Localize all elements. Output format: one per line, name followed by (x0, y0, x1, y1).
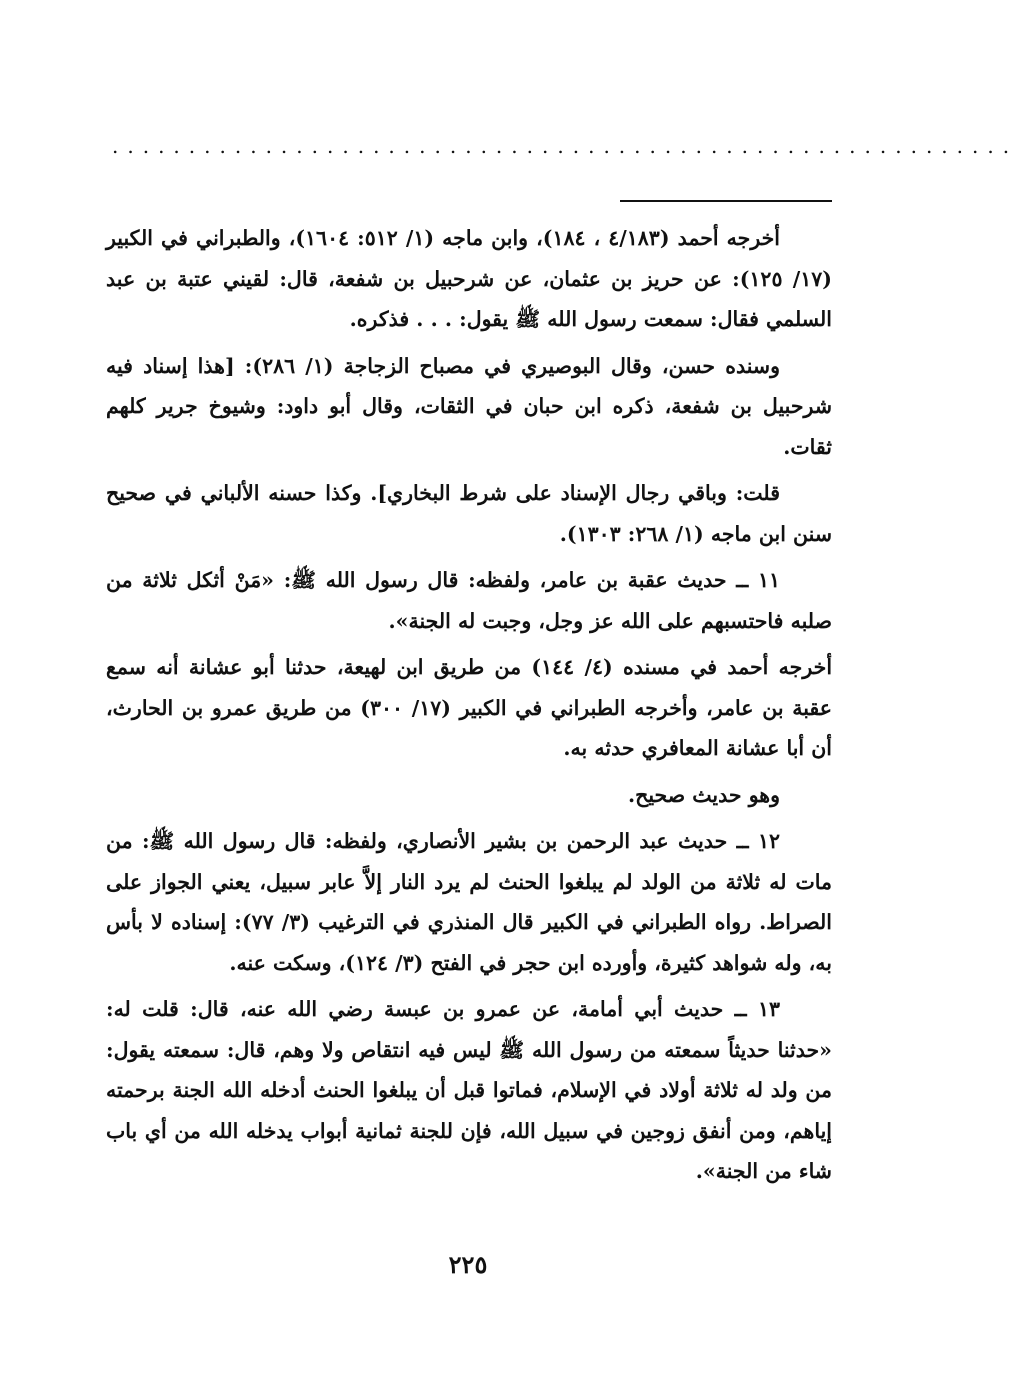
footnote-rule (620, 200, 832, 202)
footnote-text (106, 218, 832, 1198)
paragraph-hadith-11: ١١ ــ حديث عقبة بن عامر، ولفظه: قال رسول الله ﷺ: «مَنْ أثكل ثلاثة من صلبه فاحتسبهم على الله عز وجل، وجبت له الجنة». (106, 568, 832, 633)
paragraph-takhrij-11: أخرجه أحمد في مسنده (٤/ ١٤٤) من طريق ابن لهيعة، حدثنا أبو عشانة أنه سمع عقبة بن عامر، وأخرجه الطبراني في الكبير (١٧/ ٣٠٠) من طريق عمرو بن الحارث، أن أبا عشانة المعافري حدثه به. (106, 655, 833, 760)
dotted-separator: ........................................................... (112, 134, 1018, 158)
paragraph-hadith-12: ١٢ ــ حديث عبد الرحمن بن بشير الأنصاري، ولفظه: قال رسول الله ﷺ: من مات له ثلاثة من الولد لم يبلغوا الحنث لم يرد النار إلاَّ عابر سبيل، يعني الجواز على الصراط. رواه الطبراني في الكبير قال المنذري في الترغيب (٣/ ٧٧): إسناده لا بأس به، وله شواهد كثيرة، وأورده ابن حجر في الفتح (٣/ ١٢٤)، وسكت عنه. (106, 829, 832, 975)
paragraph-qultu: قلت: وباقي رجال الإسناد على شرط البخاري]. وكذا حسنه الألباني في صحيح سنن ابن ماجه (١/ ٢٦٨: ١٣٠٣). (106, 481, 832, 546)
paragraph-isnad-hasan: وسنده حسن، وقال البوصيري في مصباح الزجاجة (١/ ٢٨٦): [هذا إسناد فيه شرحبيل بن شفعة، ذكره ابن حبان في الثقات، وقال أبو داود: وشيوخ جرير كلهم ثقات. (106, 353, 832, 459)
paragraph-takhrij-ahmad: أخرجه أحمد (٤/١٨٣ ، ١٨٤)، وابن ماجه (١/ ٥١٢: ١٦٠٤)، والطبراني في الكبير (١٧/ ١٢٥): عن حريز بن عثمان، عن شرحبيل بن شفعة، قال: لقيني عتبة بن عبد السلمي فقال: سمعت رسول الله ﷺ يقول: . . . فذكره. (106, 226, 832, 331)
page-number: ٢٢٥ (448, 1250, 488, 1279)
paragraph-hadith-13: ١٣ ــ حديث أبي أمامة، عن عمرو بن عبسة رضي الله عنه، قال: قلت له: «حدثنا حديثاً سمعته من رسول الله ﷺ ليس فيه انتقاص ولا وهم، قال: سمعته يقول: من ولد له ثلاثة أولاد في الإسلام، فماتوا قبل أن يبلغوا الحنث أدخله الله الجنة برحمته إياهم، ومن أنفق زوجين في سبيل الله، فإن للجنة ثمانية أبواب يدخله الله من أي باب شاء من الجنة». (106, 997, 832, 1183)
paragraph-sahih: وهو حديث صحيح. (627, 782, 780, 807)
